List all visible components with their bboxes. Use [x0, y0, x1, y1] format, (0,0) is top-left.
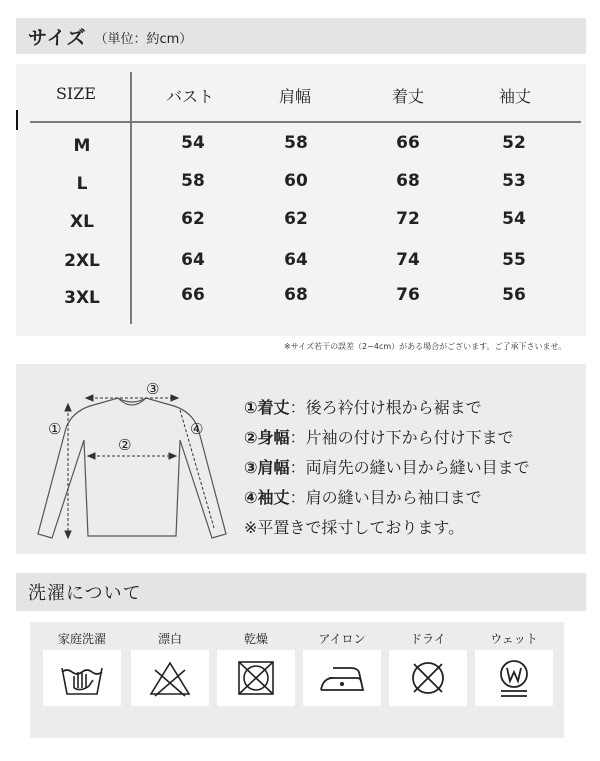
- care-label: 乾燥: [243, 632, 268, 646]
- care-label: 家庭洗濯: [57, 632, 106, 646]
- care-item: [40, 628, 124, 706]
- no-dry-clean-icon: [403, 658, 453, 698]
- bust-cell: 58: [181, 171, 205, 191]
- sleeve-cell: 52: [502, 133, 526, 153]
- measure-label: ④袖丈: [244, 488, 290, 507]
- col-header-size: SIZE: [55, 84, 97, 103]
- measure-item: [244, 425, 514, 448]
- size-title: サイズ: [28, 26, 87, 49]
- measure-label: ②身幅: [244, 428, 290, 447]
- bust-cell: 64: [181, 250, 205, 270]
- size-cell: 3XL: [64, 288, 100, 308]
- hand-wash-icon: [57, 658, 107, 698]
- measure-label: ①着丈: [244, 398, 290, 417]
- col-header-sleeve: 袖丈: [498, 87, 531, 106]
- care-label: ドライ: [410, 632, 446, 646]
- wash-header: [16, 573, 586, 611]
- sleeve-cell: 53: [502, 171, 526, 191]
- text-cursor: [16, 110, 18, 130]
- shoulder-cell: 62: [284, 209, 308, 229]
- bust-cell: 54: [181, 133, 205, 153]
- length-cell: 68: [396, 171, 420, 191]
- care-item: [300, 628, 384, 706]
- table-horizontal-divider: [30, 121, 581, 123]
- bust-cell: 62: [181, 209, 205, 229]
- wet-clean-icon: [489, 656, 539, 700]
- measure-desc: ：肩の縫い目から袖口まで: [289, 488, 482, 507]
- table-vertical-divider: [130, 72, 132, 324]
- length-cell: 74: [396, 250, 420, 270]
- care-label: ウェット: [490, 632, 538, 646]
- length-cell: 76: [396, 285, 420, 305]
- measure-item: [244, 395, 482, 418]
- size-cell: M: [73, 136, 91, 156]
- care-label: アイロン: [318, 632, 366, 646]
- sleeve-cell: 56: [502, 285, 526, 305]
- length-cell: 66: [396, 133, 420, 153]
- iron-icon: [317, 658, 367, 698]
- size-note: ※サイズ若干の誤差（2~4cm）がある場合がございます。ご了承下さいませ。: [284, 342, 567, 351]
- shoulder-cell: 58: [284, 133, 308, 153]
- measure-desc: ：片袖の付け下から付け下まで: [289, 428, 514, 447]
- shoulder-cell: 60: [284, 171, 308, 191]
- size-cell: L: [76, 174, 88, 194]
- wash-title: 洗濯について: [28, 583, 142, 604]
- size-cell: 2XL: [64, 251, 100, 271]
- care-item: [214, 628, 298, 706]
- size-header: [16, 18, 586, 54]
- length-cell: 72: [396, 209, 420, 229]
- no-bleach-icon: [145, 658, 195, 698]
- care-item: [386, 628, 470, 706]
- sleeve-cell: 54: [502, 209, 526, 229]
- bust-cell: 66: [181, 285, 205, 305]
- measure-item: [244, 455, 530, 478]
- shoulder-cell: 68: [284, 285, 308, 305]
- diagram-mark-1: ①: [48, 420, 62, 438]
- care-item: [128, 628, 212, 706]
- measure-footnote: ※平置きで採寸しております。: [244, 518, 465, 537]
- measure-item: [244, 485, 482, 508]
- care-item: [472, 628, 556, 706]
- col-header-bust: バスト: [165, 87, 214, 106]
- shoulder-cell: 64: [284, 250, 308, 270]
- measure-desc: ：後ろ衿付け根から裾まで: [289, 398, 482, 417]
- diagram-mark-4: ④: [190, 420, 204, 438]
- diagram-mark-2: ②: [118, 436, 132, 454]
- col-header-length: 着丈: [391, 87, 424, 106]
- care-label: 漂白: [157, 632, 182, 646]
- size-unit: （単位：約cm）: [94, 32, 193, 47]
- shirt-diagram-icon: [30, 378, 230, 548]
- no-tumble-dry-icon: [231, 658, 281, 698]
- measure-label: ③肩幅: [244, 458, 290, 477]
- measure-desc: ：両肩先の縫い目から縫い目まで: [289, 458, 530, 477]
- sleeve-cell: 55: [502, 250, 526, 270]
- diagram-mark-3: ③: [146, 380, 160, 398]
- size-cell: XL: [70, 212, 94, 232]
- col-header-shoulder: 肩幅: [278, 87, 311, 106]
